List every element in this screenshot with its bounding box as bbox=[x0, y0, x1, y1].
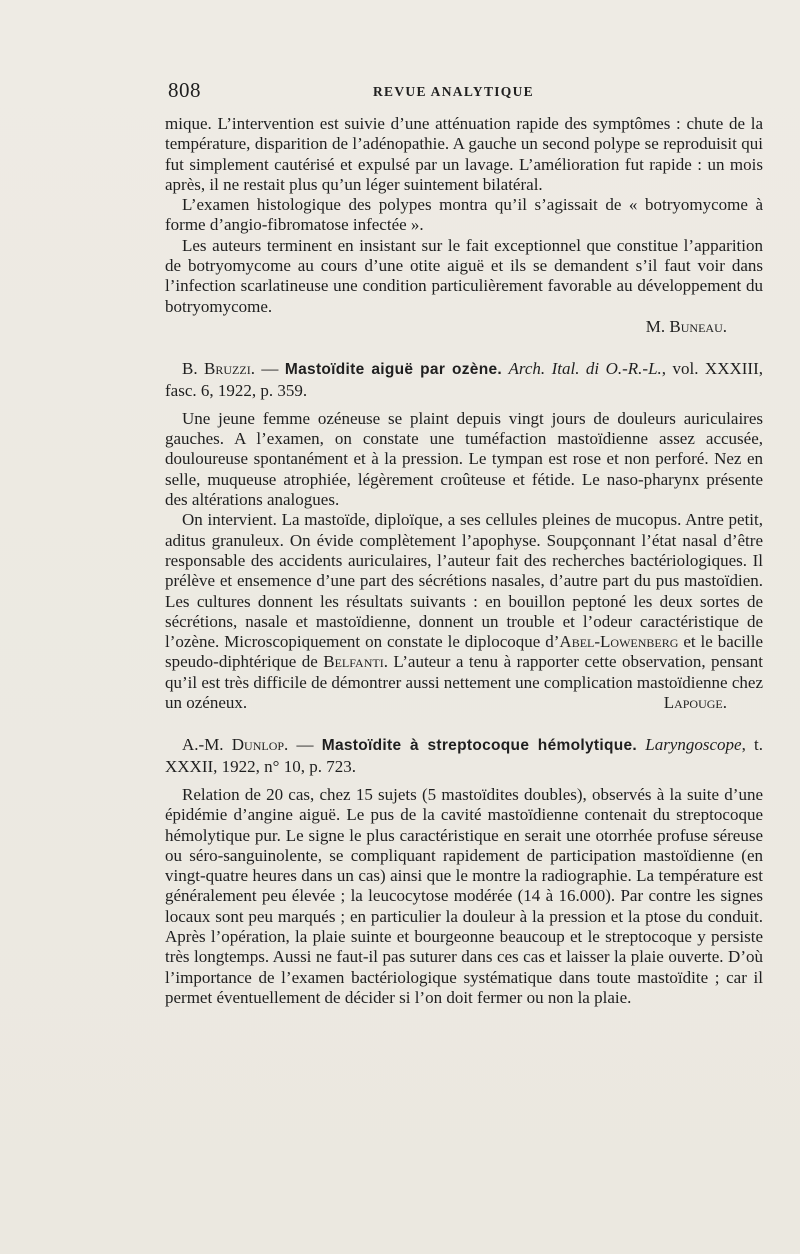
entry3-heading bbox=[165, 735, 763, 777]
entry3-paragraph-1: Relation de 20 cas, chez 15 sujets (5 mastoïdites doubles), observés à la suite d’une épidémie d’angine aiguë. Le pus de la cavité mastoïdienne contenait du streptocoque hémolytique pur. Le signe le plus caractéristique en serait une otorrhée profuse séreuse ou séro-sanguinolente, se compliquant rapidement de participation mastoïdienne (en vingt-quatre heures dans un cas) ainsi que le montre la radiographie. La température est généralement peu élevée ; la leucocytose modérée (14 à 16.000). Par contre les signes locaux sont peu marqués ; en particulier la douleur à la pression et la ptose du conduit. Après l’opération, la plaie suinte et bourgeonne beaucoup et le streptocoque y persiste très longtemps. Aussi ne faut-il pas suturer dans ces cas et laisser la plaie ouverte. D’où l’importance de l’examen bactériologique systématique dans toute mastoïdite ; car il permet éventuellement de décider si l’on doit fermer ou non la plaie. bbox=[165, 784, 763, 1007]
entry2-name-abel: Abel-Lowenberg bbox=[559, 632, 679, 652]
entry3-author: A.-M. Dunlop. bbox=[182, 735, 289, 755]
section1-paragraph-2: L’examen histologique des polypes montra qu’il s’agissait de « botryomycome à forme d’angio-fibromatose infectée ». bbox=[165, 195, 763, 235]
entry3-dash: — bbox=[288, 735, 322, 755]
entry2-title: Mastoïdite aiguë par ozène. bbox=[284, 361, 503, 379]
entry2-journal: Arch. Ital. di O.-R.-L. bbox=[508, 359, 662, 379]
entry2-p2-text-c: . L’auteur a tenu à rapporter cette observation, pensant qu’il est très difficile de démontrer aussi nettement une complication mastoïdienne chez un ozéneux. bbox=[165, 652, 763, 713]
entry2-heading bbox=[165, 359, 763, 401]
page-number: 808 bbox=[168, 78, 201, 102]
section1-signature: M. Buneau. bbox=[645, 316, 727, 336]
article-body bbox=[165, 114, 763, 1008]
entry2-p2-text-a: On intervient. La mastoïde, diploïque, a ses cellules pleines de mucopus. Antre petit, aditus granuleux. On évide complètement l’apophyse. Soupçonnant l’état nasal d’être responsable des accidents auriculaires, l’auteur fait des recherches bactériologiques. Il prélève et ensemence d’une part des sécrétions nasales, d’autre part du pus mastoïdien. Les cultures donnent les résultats suivants : en bouillon peptoné les deux sortes de sécrétions, nasale et mastoïdienne, donnent un trouble et l’odeur caractéristique de l’ozène. Microscopiquement on constate le diplocoque d’ bbox=[165, 510, 763, 652]
running-title: REVUE ANALYTIQUE bbox=[373, 84, 534, 99]
entry2-author: B. Bruzzi. bbox=[182, 359, 255, 379]
section1-paragraph-1: mique. L’intervention est suivie d’une atténuation rapide des symptômes : chute de la température, disparition de l’adénopathie. A gauche un second polype se reproduisit qui fut simplement cautérisé et expulsé par un lavage. L’amélioration fut rapide : un mois après, il ne restait plus qu’un léger suintement bilatéral. bbox=[165, 114, 763, 194]
entry3-journal: Laryngoscope bbox=[645, 735, 742, 755]
entry2-signature: Lapouge. bbox=[663, 693, 727, 713]
running-header bbox=[168, 78, 768, 108]
section1-paragraph-3: Les auteurs terminent en insistant sur le fait exceptionnel que constitue l’apparition de botryomycome au cours d’une otite aiguë et ils se demandent s’il faut voir dans l’infection scarlatineuse une condition particulièrement favorable au développement du botryomycome. bbox=[165, 235, 763, 316]
entry2-name-belfanti: Belfanti bbox=[323, 652, 384, 672]
entry2-citation: , vol. XXXIII, fasc. 6, 1922, p. 359. bbox=[165, 359, 763, 400]
entry2-paragraph-1: Une jeune femme ozéneuse se plaint depuis vingt jours de douleurs auriculaires gauches. A l’examen, on constate une tuméfaction mastoïdienne assez accusée, douloureuse spontanément et à la pression. Le tympan est rose et non perforé. Nez en selle, muqueuse atrophiée, légèrement croûteuse et fétide. Le naso-pharynx présente des altérations analogues. bbox=[165, 408, 763, 510]
entry3-citation: , t. XXXII, 1922, n° 10, p. 723. bbox=[165, 735, 764, 776]
entry2-paragraph-2 bbox=[165, 510, 763, 713]
entry2-dash: — bbox=[254, 359, 285, 379]
entry3-title: Mastoïdite à streptocoque hémolytique. bbox=[321, 737, 638, 755]
entry2-p2-text-b: et le bacille speudo-diphtérique de bbox=[165, 632, 764, 672]
